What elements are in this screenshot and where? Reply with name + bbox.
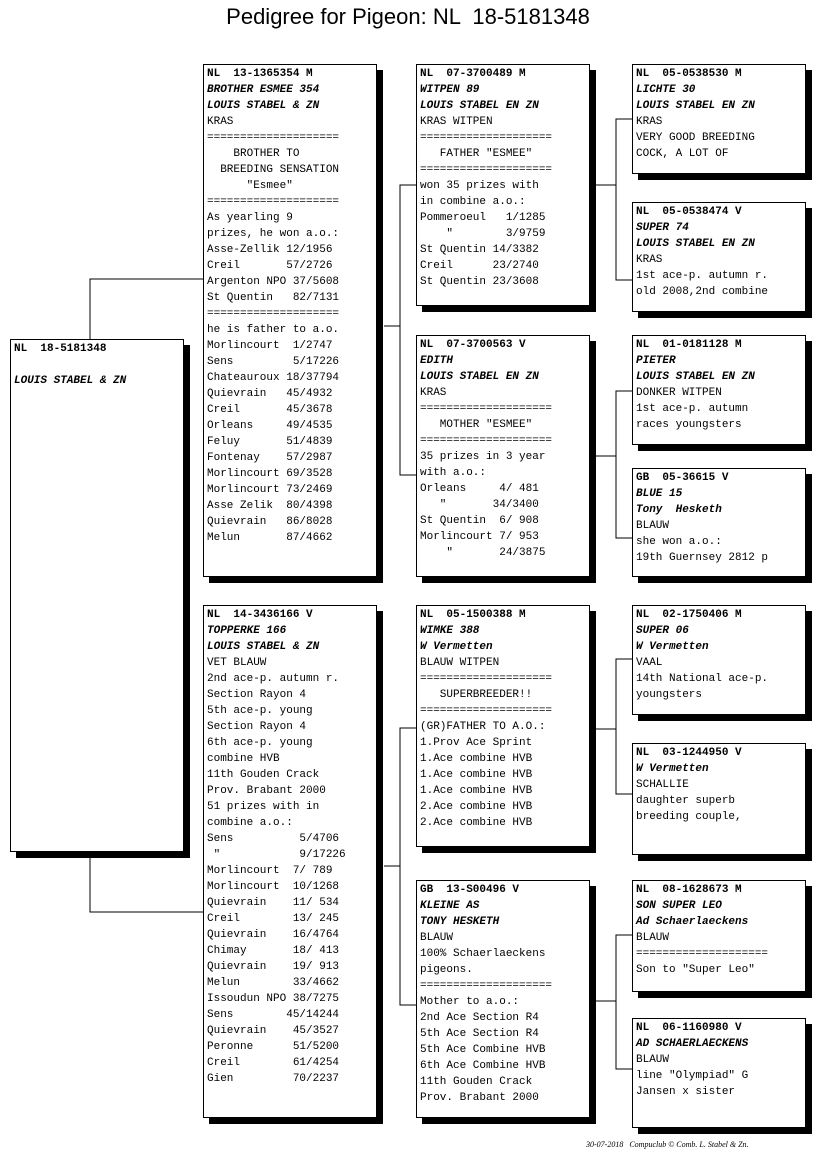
- sire-card: [203, 64, 377, 577]
- ring-number: GB 13-S00496 V: [420, 884, 520, 896]
- ring-number: GB 05-36615 V: [636, 472, 729, 484]
- info-line: combine HVB: [207, 753, 280, 765]
- info-line: Quievrain 19/ 913: [207, 961, 340, 973]
- info-line: BROTHER TO: [207, 148, 300, 160]
- info-line: 14th National ace-p.: [636, 673, 769, 685]
- info-line: breeding couple,: [636, 811, 742, 823]
- info-lines: [636, 114, 802, 162]
- info-line: " 34/3400: [420, 499, 539, 511]
- dam-dam-card: [416, 880, 590, 1118]
- info-lines: [420, 114, 586, 290]
- info-line: ====================: [207, 132, 340, 144]
- info-line: Fontenay 57/2987: [207, 452, 333, 464]
- info-line: ====================: [420, 705, 553, 717]
- info-line: Quievrain 86/8028: [207, 516, 333, 528]
- ring-number: NL 03-1244950 V: [636, 747, 742, 759]
- info-line: Creil 57/2726: [207, 260, 333, 272]
- pigeon-name: PIETER: [636, 355, 676, 367]
- info-line: COCK, A LOT OF: [636, 148, 729, 160]
- info-line: races youngsters: [636, 419, 742, 431]
- info-line: Quievrain 11/ 534: [207, 897, 340, 909]
- info-line: she won a.o.:: [636, 536, 722, 548]
- breeder-name: Ad Schaerlaeckens: [636, 916, 749, 928]
- pigeon-name: EDITH: [420, 355, 454, 367]
- info-line: Asse-Zellik 12/1956: [207, 244, 333, 256]
- info-line: Prov. Brabant 2000: [207, 785, 326, 797]
- info-line: FATHER "ESMEE": [420, 148, 533, 160]
- info-lines: [636, 930, 802, 978]
- info-line: Pommeroeul 1/1285: [420, 212, 546, 224]
- info-line: Morlincourt 73/2469: [207, 484, 333, 496]
- info-line: ====================: [207, 196, 340, 208]
- breeder-name: LOUIS STABEL EN ZN: [636, 371, 755, 383]
- info-line: Morlincourt 69/3528: [207, 468, 333, 480]
- pigeon-name: LICHTE 30: [636, 84, 696, 96]
- info-line: KRAS: [636, 116, 663, 128]
- breeder-name: TONY HESKETH: [420, 916, 500, 928]
- breeder-name: Tony Hesketh: [636, 504, 722, 516]
- info-line: Son to "Super Leo": [636, 964, 755, 976]
- info-line: 1.Ace combine HVB: [420, 785, 533, 797]
- info-line: Sens 5/17226: [207, 356, 340, 368]
- info-line: 100% Schaerlaeckens: [420, 948, 546, 960]
- info-line: MOTHER "ESMEE": [420, 419, 533, 431]
- info-line: St Quentin 14/3382: [420, 244, 539, 256]
- info-line: Creil 23/2740: [420, 260, 539, 272]
- sire-sire-card: [416, 64, 590, 306]
- pigeon-name: SON SUPER LEO: [636, 900, 722, 912]
- info-line: 5th Ace Section R4: [420, 1028, 539, 1040]
- info-line: ====================: [207, 308, 340, 320]
- breeder-name: LOUIS STABEL EN ZN: [420, 100, 539, 112]
- breeder-name: W Vermetten: [636, 763, 709, 775]
- info-line: St Quentin 23/3608: [420, 276, 539, 288]
- dam-sire-card: [416, 605, 590, 847]
- info-line: BLAUW: [636, 932, 670, 944]
- breeder-name: LOUIS STABEL EN ZN: [636, 100, 755, 112]
- info-line: Section Rayon 4: [207, 689, 307, 701]
- info-line: St Quentin 82/7131: [207, 292, 340, 304]
- info-line: 1.Prov Ace Sprint: [420, 737, 533, 749]
- info-line: ====================: [420, 980, 553, 992]
- sd-sire-card: [632, 335, 806, 445]
- info-line: daughter superb: [636, 795, 736, 807]
- info-line: combine a.o.:: [207, 817, 293, 829]
- info-line: Section Rayon 4: [207, 721, 307, 733]
- info-line: 2nd ace-p. autumn r.: [207, 673, 340, 685]
- info-line: SUPERBREEDER!!: [420, 689, 533, 701]
- ring-number: NL 07-3700563 V: [420, 339, 526, 351]
- info-line: DONKER WITPEN: [636, 387, 722, 399]
- info-line: prizes, he won a.o.:: [207, 228, 340, 240]
- info-line: " 9/17226: [207, 849, 346, 861]
- info-line: Creil 45/3678: [207, 404, 333, 416]
- info-line: Asse Zelik 80/4398: [207, 500, 333, 512]
- ring-number: NL 13-1365354 M: [207, 68, 313, 80]
- info-line: Jansen x sister: [636, 1086, 736, 1098]
- info-line: Melun 87/4662: [207, 532, 333, 544]
- info-line: "Esmee": [207, 180, 293, 192]
- info-line: 1st ace-p. autumn r.: [636, 270, 769, 282]
- breeder-name: LOUIS STABEL & ZN: [14, 375, 127, 387]
- info-line: Chateauroux 18/37794: [207, 372, 340, 384]
- sd-dam-card: [632, 468, 806, 577]
- connector-subject-sire: [90, 279, 203, 339]
- ring-number: NL 05-0538530 M: [636, 68, 742, 80]
- info-line: Morlincourt 7/ 953: [420, 531, 539, 543]
- info-line: BLAUW WITPEN: [420, 657, 500, 669]
- info-line: 35 prizes in 3 year: [420, 451, 546, 463]
- info-line: ====================: [420, 403, 553, 415]
- sire-dam-card: [416, 335, 590, 577]
- info-line: 2.Ace combine HVB: [420, 801, 533, 813]
- info-lines: [207, 655, 373, 1087]
- info-line: SCHALLIE: [636, 779, 689, 791]
- breeder-name: W Vermetten: [636, 641, 709, 653]
- info-line: line "Olympiad" G: [636, 1070, 749, 1082]
- pigeon-name: WIMKE 388: [420, 625, 480, 637]
- info-line: VERY GOOD BREEDING: [636, 132, 755, 144]
- info-line: Issoudun NPO 38/7275: [207, 993, 340, 1005]
- pigeon-name: KLEINE AS: [420, 900, 480, 912]
- info-line: 5th Ace Combine HVB: [420, 1044, 546, 1056]
- info-line: BLAUW: [420, 932, 454, 944]
- info-lines: [636, 777, 802, 825]
- info-line: Morlincourt 7/ 789: [207, 865, 333, 877]
- pigeon-name: BROTHER ESMEE 354: [207, 84, 320, 96]
- ring-number: NL 01-0181128 M: [636, 339, 742, 351]
- info-lines: [636, 252, 802, 300]
- pigeon-name: SUPER 74: [636, 222, 689, 234]
- info-line: " 3/9759: [420, 228, 546, 240]
- info-lines: [636, 655, 802, 703]
- info-line: 2.Ace combine HVB: [420, 817, 533, 829]
- breeder-name: LOUIS STABEL & ZN: [207, 641, 320, 653]
- pigeon-name: TOPPERKE 166: [207, 625, 287, 637]
- info-line: Quievrain 45/4932: [207, 388, 333, 400]
- breeder-name: LOUIS STABEL EN ZN: [420, 371, 539, 383]
- info-line: Morlincourt 10/1268: [207, 881, 340, 893]
- info-line: Gien 70/2237: [207, 1073, 340, 1085]
- info-line: VAAL: [636, 657, 663, 669]
- info-line: Creil 13/ 245: [207, 913, 340, 925]
- breeder-name: LOUIS STABEL & ZN: [207, 100, 320, 112]
- info-line: Feluy 51/4839: [207, 436, 333, 448]
- info-lines: [420, 655, 586, 831]
- info-line: (GR)FATHER TO A.O.:: [420, 721, 546, 733]
- info-line: with a.o.:: [420, 467, 487, 479]
- ring-number: NL 14-3436166 V: [207, 609, 313, 621]
- info-line: ====================: [420, 164, 553, 176]
- footer-credit: 30-07-2018 Compuclub © Comb. L. Stabel & Zn.: [586, 1140, 749, 1149]
- info-line: he is father to a.o.: [207, 324, 340, 336]
- info-line: VET BLAUW: [207, 657, 267, 669]
- info-line: Orleans 49/4535: [207, 420, 333, 432]
- dd-dam-card: [632, 1018, 806, 1128]
- info-line: Quievrain 45/3527: [207, 1025, 340, 1037]
- info-line: ====================: [420, 132, 553, 144]
- ds-dam-card: [632, 743, 806, 855]
- info-line: Peronne 51/5200: [207, 1041, 340, 1053]
- info-line: 1.Ace combine HVB: [420, 753, 533, 765]
- info-line: BREEDING SENSATION: [207, 164, 340, 176]
- info-line: Morlincourt 1/2747: [207, 340, 333, 352]
- info-line: Mother to a.o.:: [420, 996, 520, 1008]
- info-lines: [636, 385, 802, 433]
- breeder-name: LOUIS STABEL EN ZN: [636, 238, 755, 250]
- info-lines: [420, 930, 586, 1106]
- info-line: 1st ace-p. autumn: [636, 403, 749, 415]
- dam-card: [203, 605, 377, 1118]
- info-line: Argenton NPO 37/5608: [207, 276, 340, 288]
- info-line: Melun 33/4662: [207, 977, 340, 989]
- info-line: 2nd Ace Section R4: [420, 1012, 539, 1024]
- breeder-name: W Vermetten: [420, 641, 493, 653]
- info-line: Sens 5/4706: [207, 833, 340, 845]
- info-line: KRAS: [636, 254, 663, 266]
- info-line: Chimay 18/ 413: [207, 945, 340, 957]
- info-line: 1.Ace combine HVB: [420, 769, 533, 781]
- info-line: KRAS WITPEN: [420, 116, 493, 128]
- info-line: BLAUW: [636, 520, 670, 532]
- info-line: ====================: [636, 948, 769, 960]
- pigeon-name: SUPER 06: [636, 625, 689, 637]
- connector-subject-dam: [90, 852, 203, 912]
- info-line: KRAS: [420, 387, 447, 399]
- info-line: 19th Guernsey 2812 p: [636, 552, 769, 564]
- ring-number: NL 06-1160980 V: [636, 1022, 742, 1034]
- ss-dam-card: [632, 202, 806, 312]
- info-lines: [207, 114, 373, 546]
- breeder-name: AD SCHAERLAECKENS: [636, 1038, 749, 1050]
- info-line: Prov. Brabant 2000: [420, 1092, 539, 1104]
- info-line: ====================: [420, 435, 553, 447]
- ss-sire-card: [632, 64, 806, 174]
- info-line: Creil 61/4254: [207, 1057, 340, 1069]
- info-lines: [420, 385, 586, 561]
- info-line: KRAS: [207, 116, 234, 128]
- ds-sire-card: [632, 605, 806, 715]
- info-line: ====================: [420, 673, 553, 685]
- info-line: 5th ace-p. young: [207, 705, 313, 717]
- info-line: old 2008,2nd combine: [636, 286, 769, 298]
- info-line: As yearling 9: [207, 212, 293, 224]
- dd-sire-card: [632, 880, 806, 992]
- info-line: in combine a.o.:: [420, 196, 526, 208]
- ring-number: NL 05-0538474 V: [636, 206, 742, 218]
- info-lines: [636, 518, 802, 566]
- connector-sire-parents: [400, 185, 416, 475]
- info-line: youngsters: [636, 689, 703, 701]
- info-line: BLAUW: [636, 1054, 670, 1066]
- ring-number: NL 08-1628673 M: [636, 884, 742, 896]
- subject-card: [10, 339, 184, 852]
- blank-line: [14, 357, 180, 373]
- ring-number: NL 18-5181348: [14, 343, 107, 355]
- pigeon-name: BLUE 15: [636, 488, 683, 500]
- info-line: " 24/3875: [420, 547, 546, 559]
- info-line: 51 prizes with in: [207, 801, 320, 813]
- ring-number: NL 05-1500388 M: [420, 609, 526, 621]
- pigeon-name: WITPEN 89: [420, 84, 480, 96]
- info-line: Quievrain 16/4764: [207, 929, 340, 941]
- ring-number: NL 02-1750406 M: [636, 609, 742, 621]
- info-line: St Quentin 6/ 908: [420, 515, 539, 527]
- info-lines: [636, 1052, 802, 1100]
- info-line: won 35 prizes with: [420, 180, 539, 192]
- ring-number: NL 07-3700489 M: [420, 68, 526, 80]
- info-line: Sens 45/14244: [207, 1009, 340, 1021]
- info-line: Orleans 4/ 481: [420, 483, 539, 495]
- info-line: 6th Ace Combine HVB: [420, 1060, 546, 1072]
- info-line: 11th Gouden Crack: [420, 1076, 533, 1088]
- page-title: Pedigree for Pigeon: NL 18-5181348: [226, 4, 590, 29]
- info-line: 6th ace-p. young: [207, 737, 313, 749]
- info-line: 11th Gouden Crack: [207, 769, 320, 781]
- connector-dam-parents: [400, 728, 416, 1005]
- info-line: pigeons.: [420, 964, 473, 976]
